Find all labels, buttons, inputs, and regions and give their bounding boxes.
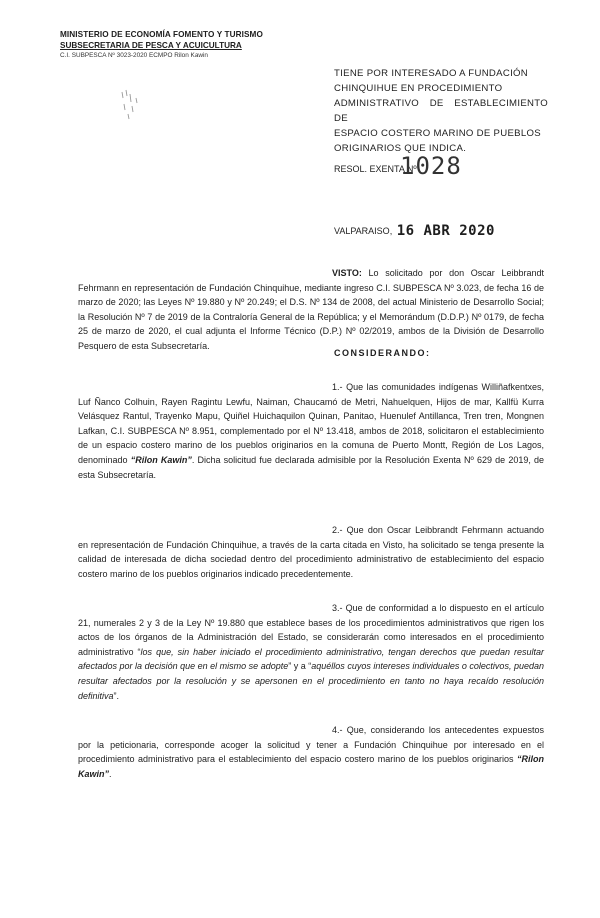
title-line: TIENE POR INTERESADO A FUNDACIÓN — [334, 68, 529, 79]
considerando-1 — [78, 380, 544, 482]
title-line: ADMINISTRATIVO DE ESTABLECIMIENTO DE — [334, 98, 548, 124]
date-stamp: 16 ABR 2020 — [396, 223, 495, 239]
considerando-3 — [78, 601, 544, 703]
paragraph-text: . — [109, 768, 112, 779]
resolution-number: 1028 — [400, 152, 462, 180]
reference-line: C.I. SUBPESCA Nº 3023-2020 ECMPO Rilon Kawin — [60, 52, 208, 59]
paragraph-text: . Dicha solicitud fue declarada admisible por la Resolución Exenta Nº 629 de 2019, de esta Subsecretaría. — [78, 454, 544, 480]
paragraph-number: 1.- — [332, 382, 343, 392]
ecmpo-name: “Rilon Kawin” — [130, 454, 192, 465]
letterhead — [60, 29, 300, 60]
paragraph-text: Que, considerando los antecedentes expuestos por la peticionaria, corresponde acoger la solicitud y tener a Fundación Chinquihue por interesado en el procedimiento administrativo para el establecimiento del espacio costero marino de los pueblos originarios — [78, 725, 544, 765]
paragraph-text: Que de conformidad a lo dispuesto en el artículo 21, numerales 2 y 3 de la Ley Nº 19.880 que establece bases de los procedimientos administrativos que rigen los actos de los órganos de la Administración del Estado, se considerarán como interesados en el procedimiento administrativo “ — [78, 603, 544, 657]
document-title — [334, 66, 548, 156]
paragraph-text: Que las comunidades indígenas Williñafkentxes, Luf Ñanco Colhuin, Rayen Ragintu Lewfu, Naiman, Chaucamó de Metri, Nahuelquen, Hijos de mar, Kallfü Kurra Velásquez Rantul, Trayenko Mapu, Quiñel Huichaquilon Quinan, Panitao, Huenulef Antillanca, Tren tren, Mongnen Lafkan, C.I. SUBPESCA Nº 8.951, complementado por el Nº 13.418, ambos de 2018, solicitaron el establecimiento de un espacio costero marino de los pueblos originarios en la comuna de Puerto Montt, Región de Los Lagos, denominado — [78, 382, 544, 465]
considerando-2 — [78, 523, 544, 581]
resolution-label: RESOL. EXENTA Nº — [334, 164, 417, 174]
handwritten-initials — [118, 88, 148, 122]
title-line: ESPACIO COSTERO MARINO DE PUEBLOS — [334, 128, 541, 139]
visto-label: VISTO: — [332, 268, 362, 278]
ministry-name: MINISTERIO DE ECONOMÍA FOMENTO Y TURISMO — [60, 30, 263, 39]
paragraph-text: ”. — [113, 690, 120, 701]
city-label: VALPARAISO, — [334, 226, 393, 236]
date-row — [334, 222, 495, 238]
paragraph-number: 2.- — [332, 525, 343, 535]
resolution-number-row — [334, 152, 462, 180]
title-line: ORIGINARIOS QUE INDICA. — [334, 143, 467, 154]
quoted-text: aquéllos cuyos intereses individuales o colectivos, puedan resultar afectados por la resolución y se apersonen en el procedimiento en tanto no haya recaído resolución definitiva — [78, 661, 544, 701]
ecmpo-name: “Rilon Kawin” — [78, 754, 544, 779]
considerando-heading: CONSIDERANDO: — [334, 348, 431, 358]
visto-paragraph — [78, 266, 544, 354]
paragraph-number: 3.- — [332, 603, 343, 613]
quoted-text: los que, sin haber iniciado el procedimiento administrativo, tengan derechos que puedan resultar afectados por la decisión que en el mismo se adopte — [78, 646, 544, 672]
paragraph-text: Que don Oscar Leibbrandt Fehrmann actuando en representación de Fundación Chinquihue, a través de la carta citada en Visto, ha solicitado se tenga presente la calidad de interesada de dicha sociedad dentro del procedimiento administrativo de establecimiento del espacio costero marino de los pueblos originarios indicado precedentemente. — [78, 525, 544, 579]
considerando-4 — [78, 723, 544, 781]
title-line: CHINQUIHUE EN PROCEDIMIENTO — [334, 83, 503, 94]
subsecretaria-name: SUBSECRETARIA DE PESCA Y ACUICULTURA — [60, 41, 242, 50]
paragraph-text: ” y a “ — [288, 661, 312, 672]
visto-text: Lo solicitado por don Oscar Leibbrandt Fehrmann en representación de Fundación Chinquihue, mediante ingreso C.I. SUBPESCA Nº 3.023, de fecha 16 de marzo de 2020; las Leyes Nº 19.880 y Nº 20.249; el D.S. Nº 134 de 2008, del actual Ministerio de Desarrollo Social; la Resolución Nº 7 de 2019 de la Contraloría General de la República; y el Memorándum (D.D.P.) Nº 0179, de fecha 25 de marzo de 2020, el cual adjunta el Informe Técnico (D.P.) Nº 02/2019, ambos de la División de Desarrollo Pesquero de esta Subsecretaría. — [78, 268, 544, 351]
paragraph-number: 4.- — [332, 725, 343, 735]
